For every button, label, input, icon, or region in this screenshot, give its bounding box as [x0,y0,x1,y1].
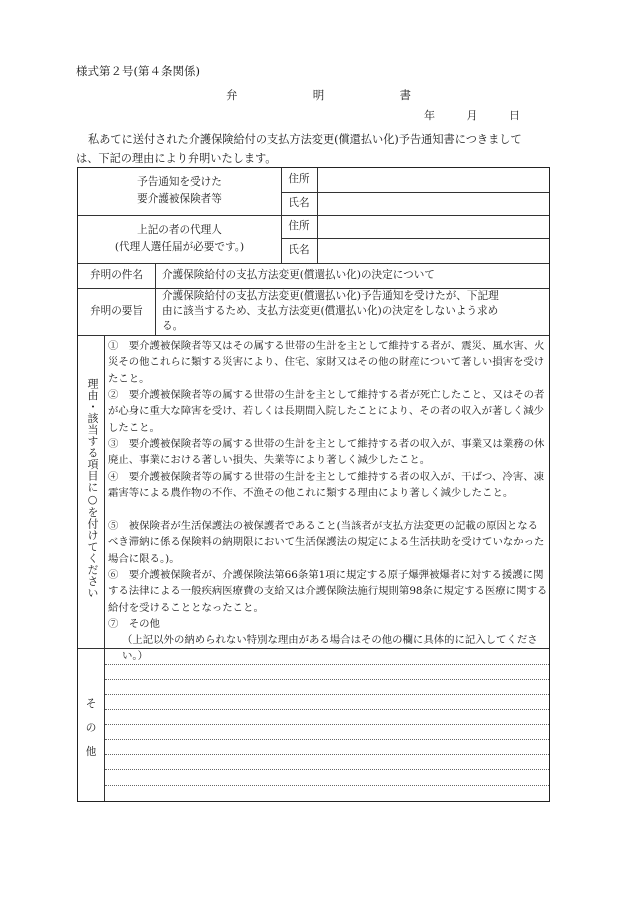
intro-line-1: 私あてに送付された介護保険給付の支払方法変更(償還払い化)予告通知書につきまして [88,133,522,146]
reason-item-2: ② 要介護被保険者等の属する世帯の生計を主として維持する者が死亡したこと、又はその者が心身に重大な障害を受け、若しくは長期間入院したことにより、その者の収入が著しく減少したこと。 [108,389,545,434]
date-year: 年 [424,109,435,122]
insured-address-label: 住所 [288,173,310,185]
gist-line-1: 介護保険給付の支払方法変更(償還払い化)予告通知を受けたが、下記理 [162,290,499,302]
agent-label [78,222,281,256]
insured-person-label [78,174,281,208]
agent-label-line2: (代理人選任届が必要です。) [114,241,245,253]
date-month: 月 [466,109,478,122]
reason-section-label: 理由・該当する項目に○を付けてください [86,378,99,599]
intro-paragraph [76,130,552,168]
gist-text [162,289,499,334]
other-label-2: の [85,722,97,734]
subject-label: 弁明の件名 [90,269,143,281]
reason-item-7: ⑦ その他 [108,618,160,630]
agent-address-label: 住所 [288,220,310,232]
reason-item-1: ① 要介護被保険者等又はその属する世帯の生計を主として維持する者が、震災、風水害、火災その他これらに類する災害により、住宅、家財又はその他の財産について著しい損害を受けたこと。 [108,340,545,385]
insured-label-line2: 要介護被保険者等 [137,193,222,205]
other-label-3: 他 [85,746,97,758]
agent-name-field[interactable] [318,239,549,262]
reason-item-7-note: （上記以外の納められない特別な理由がある場合はその他の欄に具体的に記入してください。） [122,634,538,663]
title-char-2: 明 [312,88,325,102]
date-day: 日 [509,109,520,122]
document-title [226,88,411,102]
other-writing-area[interactable] [105,649,549,801]
insured-address-field[interactable] [318,169,549,191]
form-table [77,167,550,802]
title-char-1: 弁 [226,88,238,102]
gist-label: 弁明の要旨 [90,305,143,317]
date-line [424,109,520,123]
agent-name-label: 氏名 [288,244,310,256]
reason-item-5: ⑤ 被保険者が生活保護法の被保護者であること(当該者が支払方法変更の記載の原因となるべき滞納に係る保険料の納期限において生活保護法の規定による生活扶助を受けていなかった場合に限る。)。 [108,520,545,565]
insured-name-label: 氏名 [288,197,310,209]
reason-item-6: ⑥ 要介護被保険者が、介護保険法第66条第1項に規定する原子爆弾被爆者に対する援護に関する法律による一般疾病医療費の支給又は介護保険法施行規則第98条に規定する医療に関する給付を受けることとなったこと。 [108,569,548,614]
gist-line-2: 由に該当するため、支払方法変更(償還払い化)の決定をしないよう求め [162,305,499,317]
insured-name-field[interactable] [318,193,549,215]
form-number: 様式第２号(第４条関係) [76,64,200,78]
gist-line-3: る。 [162,320,184,332]
reason-item-3: ③ 要介護被保険者等の属する世帯の生計を主として維持する者の収入が、事業又は業務の休廃止、事業における著しい損失、失業等により著しく減少したこと。 [108,438,545,467]
title-char-3: 書 [399,88,411,102]
other-label-1: そ [85,698,97,710]
agent-address-field[interactable] [318,216,549,238]
subject-value: 介護保険給付の支払方法変更(償還払い化)の決定について [162,269,435,281]
insured-label-line1: 予告通知を受けた [137,176,222,188]
intro-line-2: は、下記の理由により弁明いたします。 [76,152,277,165]
reason-item-4: ④ 要介護被保険者等の属する世帯の生計を主として維持する者の収入が、干ばつ、冷害、凍霜害等による農作物の不作、不漁その他これに類する理由により著しく減少したこと。 [108,471,544,500]
agent-label-line1: 上記の者の代理人 [137,224,222,236]
